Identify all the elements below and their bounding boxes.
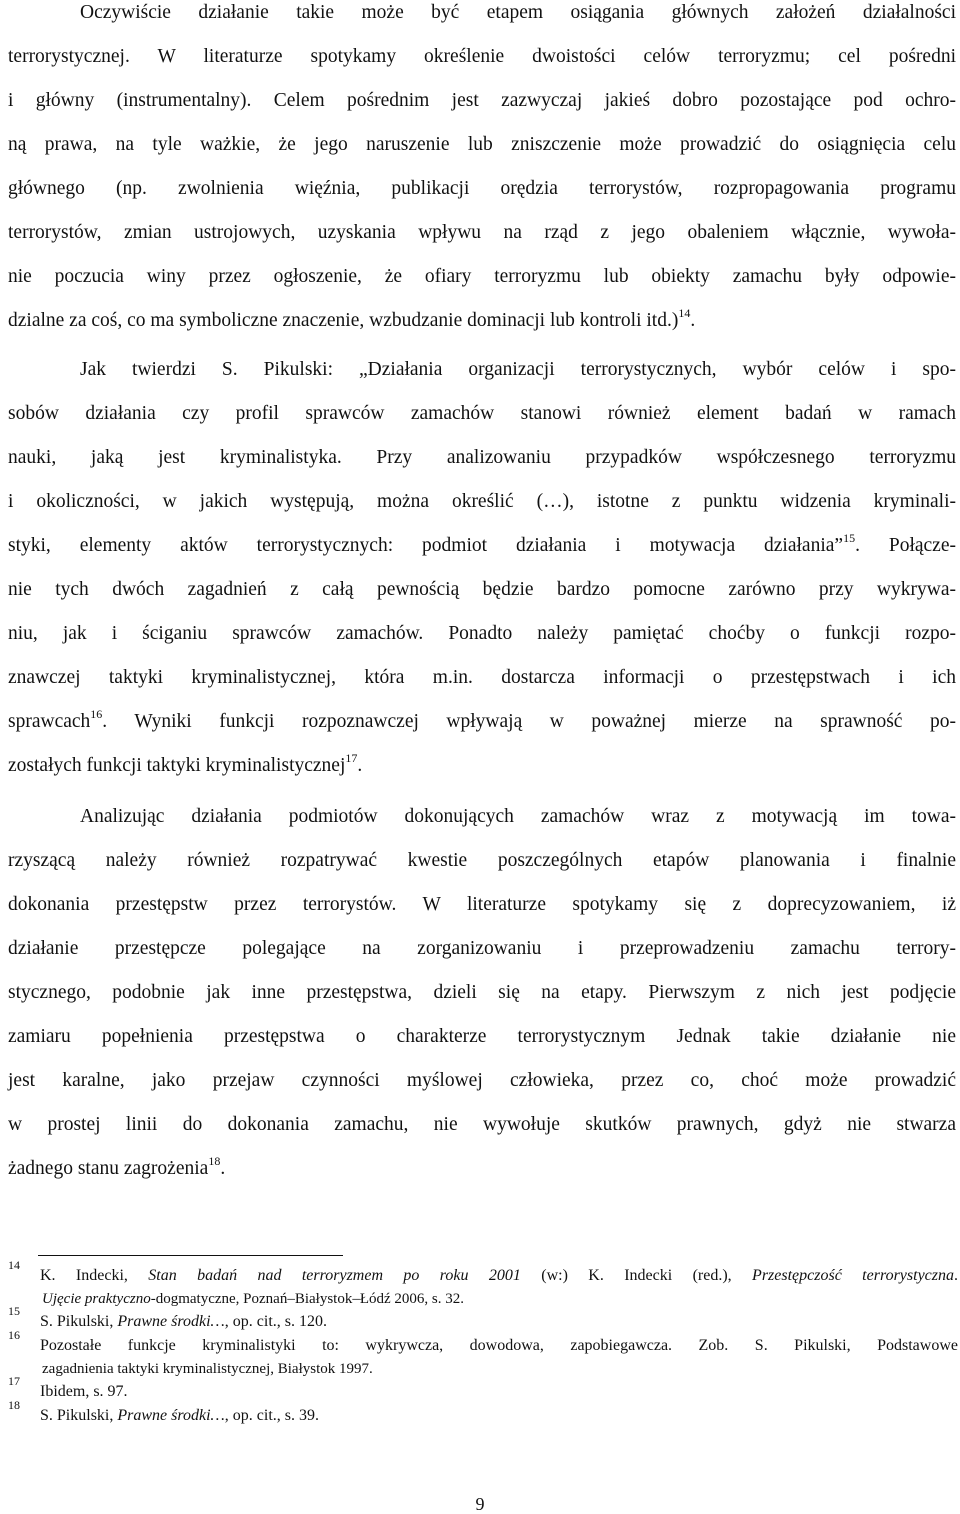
footnote-16 — [8, 1328, 958, 1380]
paragraph-attack-stages — [8, 795, 956, 1191]
line-text-continuation: . Wyniki funkcji rozpoznawczej wpływają w poważnej mierze na sprawność po- — [102, 711, 956, 732]
citation-title: Stan badań nad terroryzmem po roku 2001 — [148, 1267, 521, 1284]
footnote-15 — [8, 1304, 958, 1334]
text-line — [8, 299, 956, 343]
line-text: nie poczucia winy przez ogłoszenie, że ofiary terroryzmu lub obiekty zamachu były odpowie- — [8, 266, 956, 287]
footnote-separator — [38, 1255, 343, 1256]
footnote-reference[interactable]: 16 — [90, 707, 103, 721]
line-text: i okoliczności, w jakich występują, można określić (…), istotne z punktu widzenia kryminali- — [8, 491, 956, 512]
citation-title: Prawne środki… — [117, 1407, 225, 1424]
text-line — [8, 1147, 956, 1191]
footnote-number: 14 — [8, 1258, 20, 1272]
text-line — [8, 1015, 956, 1059]
line-text: głównego (np. zwolnienia więźnia, publikacji orędzia terrorystów, rozpropagowania programu — [8, 178, 956, 199]
line-text: ną prawa, na tyle ważkie, że jego naruszenie lub zniszczenie może prowadzić do osiągnięcia celu — [8, 134, 956, 155]
citation-text: Pozostałe funkcje kryminalistyki to: wykrywcza, dowodowa, zapobiegawcza. Zob. S. Pikulski, Podstawowe — [40, 1337, 958, 1354]
citation-title: Prawne środki… — [117, 1313, 225, 1330]
text-line — [8, 1059, 956, 1103]
footnote-reference[interactable]: 14 — [678, 306, 691, 320]
footnote-14 — [8, 1258, 959, 1310]
footnote-text — [40, 1380, 958, 1404]
text-line — [8, 167, 956, 211]
line-text: Jak twierdzi S. Pikulski: „Działania organizacji terrorystycznych, wybór celów i spo- — [80, 359, 956, 380]
footnote-text — [40, 1334, 958, 1358]
text-line — [8, 211, 956, 255]
page-number: 9 — [475, 1494, 485, 1514]
text-line — [8, 480, 956, 524]
text-line — [8, 971, 956, 1015]
text-line — [8, 883, 956, 927]
text-line — [8, 612, 956, 656]
line-text: sprawcach — [8, 711, 91, 732]
line-text: zamiaru popełnienia przestępstwa o charakterze terrorystycznym Jednak takie działanie nie — [8, 1026, 956, 1047]
citation-text: . — [954, 1267, 959, 1284]
text-line — [8, 392, 956, 436]
footnote-text-continuation — [40, 1288, 958, 1310]
footnote-reference[interactable]: 17 — [345, 751, 358, 765]
citation-text: K. Indecki, — [40, 1267, 149, 1284]
text-line — [8, 255, 956, 299]
line-text: stycznego, podobnie jak inne przestępstwa, dzieli się na etapy. Pierwszym z nich jest podjęcie — [8, 982, 956, 1003]
line-text: styki, elementy aktów terrorystycznych: podmiot działania i motywacja działania” — [8, 535, 844, 556]
citation-text: , op. cit., s. 120. — [224, 1313, 327, 1330]
citation-text: S. Pikulski, — [40, 1407, 118, 1424]
footnote-18 — [8, 1398, 958, 1428]
line-text-continuation: . — [220, 1158, 226, 1179]
line-text: działanie przestępcze polegające na zorganizowaniu i przeprowadzeniu zamachu terrory- — [8, 938, 956, 959]
text-line — [8, 436, 956, 480]
footnotes-section — [8, 1258, 959, 1428]
line-text: Analizując działania podmiotów dokonujących zamachów wraz z motywacją im towa- — [80, 806, 956, 827]
text-line — [8, 348, 956, 392]
footnote-number: 18 — [8, 1398, 20, 1412]
line-text: sobów działania czy profil sprawców zamachów stanowi również element badań w ramach — [8, 403, 956, 424]
text-line — [8, 123, 956, 167]
text-line — [8, 524, 956, 568]
footnote-reference[interactable]: 15 — [843, 531, 856, 545]
footnote-number: 17 — [8, 1374, 20, 1388]
line-text: rzyszącą należy również rozpatrywać kwestie poszczególnych etapów planowania i finalnie — [8, 850, 956, 871]
paragraph-terrorism-goals — [8, 0, 956, 343]
line-text: Oczywiście działanie takie może być etapem osiągania głównych założeń działalności — [80, 2, 956, 23]
footnote-text — [40, 1310, 958, 1334]
paragraph-pikulski-quote — [8, 348, 956, 788]
line-text: i główny (instrumentalny). Celem pośrednim jest zazwyczaj jakieś dobro pozostające pod ochro- — [8, 90, 956, 111]
footnote-reference[interactable]: 18 — [208, 1154, 221, 1168]
footnote-number: 15 — [8, 1304, 20, 1318]
citation-title: Przestępczość terrorystyczna — [752, 1267, 955, 1284]
text-line — [8, 656, 956, 700]
footnote-17 — [8, 1374, 958, 1404]
text-line — [8, 927, 956, 971]
line-text: dokonania przestępstw przez terrorystów. W literaturze spotykamy się z doprecyzowaniem, iż — [8, 894, 956, 915]
line-text: w prostej linii do dokonania zamachu, nie wywołuje skutków prawnych, gdyż nie stwarza — [8, 1114, 956, 1135]
line-text: znawczej taktyki kryminalistycznej, która m.in. dostarcza informacji o przestępstwach i ich — [8, 667, 956, 688]
footnote-text — [40, 1264, 958, 1288]
text-line — [8, 568, 956, 612]
line-text: nie tych dwóch zagadnień z całą pewnością będzie bardzo pomocne zarówno przy wykrywa- — [8, 579, 956, 600]
line-text: nauki, jaką jest kryminalistyka. Przy analizowaniu przypadków współczesnego terroryzmu — [8, 447, 956, 468]
text-line — [8, 744, 956, 788]
text-line — [8, 35, 956, 79]
line-text: zostałych funkcji taktyki kryminalistycznej — [8, 755, 346, 776]
line-text: terrorystycznej. W literaturze spotykamy określenie dwoistości celów terroryzmu; cel pośredni — [8, 46, 956, 67]
line-text: żadnego stanu zagrożenia — [8, 1158, 209, 1179]
citation-text: S. Pikulski, — [40, 1313, 118, 1330]
text-line — [8, 1103, 956, 1147]
line-text: dzialne za coś, co ma symboliczne znaczenie, wzbudzanie dominacji lub kontroli itd.) — [8, 310, 679, 331]
citation-text: -dogmatyczne, Poznań–Białystok–Łódź 2006, s. 32. — [150, 1291, 464, 1307]
text-line — [8, 79, 956, 123]
text-line — [8, 839, 956, 883]
footnote-number: 16 — [8, 1328, 20, 1342]
line-text-continuation: . — [690, 310, 696, 331]
line-text-continuation: . Połącze- — [855, 535, 956, 556]
footnote-text — [40, 1404, 958, 1428]
citation-text: zagadnienia taktyki kryminalistycznej, Białystok 1997. — [42, 1361, 373, 1377]
citation-text: (w:) K. Indecki (red.), — [520, 1267, 753, 1284]
footnote-text-continuation — [40, 1358, 958, 1380]
line-text: terrorystów, zmian ustrojowych, uzyskania wpływu na rząd z jego obaleniem włącznie, wywoła- — [8, 222, 956, 243]
line-text: niu, jak i ściganiu sprawców zamachów. Ponadto należy pamiętać choćby o funkcji rozpo- — [8, 623, 956, 644]
line-text: jest karalne, jako przejaw czynności myślowej człowieka, przez co, choć może prowadzić — [8, 1070, 956, 1091]
line-text-continuation: . — [357, 755, 363, 776]
text-line — [8, 795, 956, 839]
citation-text: , op. cit., s. 39. — [224, 1407, 319, 1424]
citation-text: Ibidem, s. 97. — [40, 1383, 128, 1400]
text-line — [8, 700, 956, 744]
citation-title: Ujęcie praktyczno — [42, 1291, 151, 1307]
text-line — [8, 0, 956, 35]
